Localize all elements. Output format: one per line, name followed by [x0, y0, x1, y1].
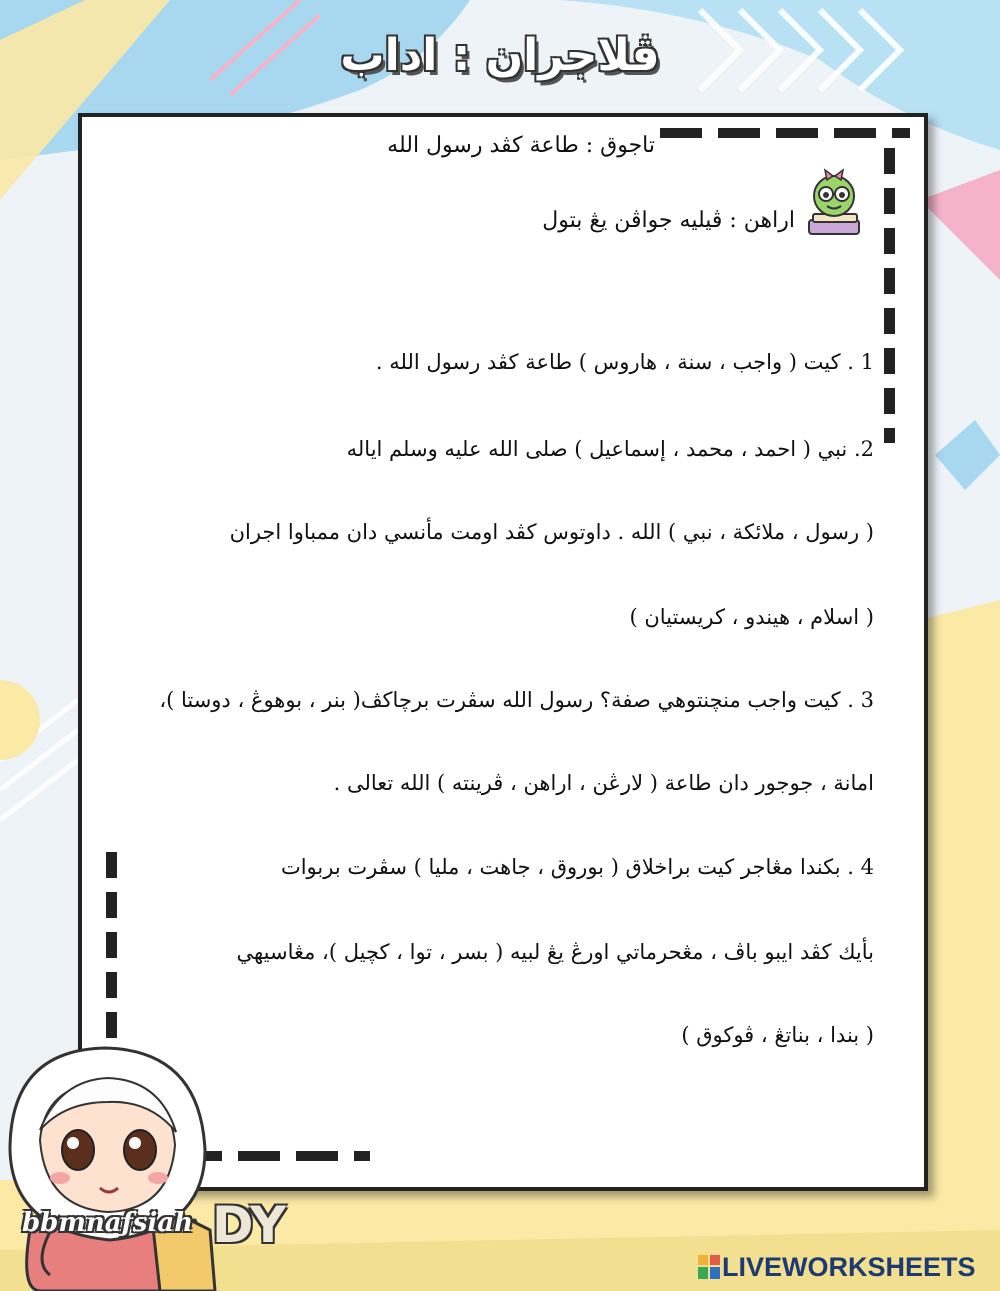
liveworksheets-brand-text: LIVEWORKSHEETS: [722, 1252, 976, 1282]
question-line-1: 1 . كيت ( واجب ، سنة ، هاروس ) طاعة كڤد رسول الله .: [375, 350, 874, 374]
question-line-5: 3 . كيت واجب منچنتوهي صفة؟ رسول الله سڤرت برچاكڤ( بنر ، بوهوڠ ، دوستا )،: [159, 688, 874, 712]
bookworm-icon: [803, 168, 865, 240]
question-line-9: ( بندا ، بناتڠ ، ڤوكوق ): [681, 1023, 874, 1047]
liveworksheets-logo[interactable]: [698, 1252, 976, 1283]
liveworksheets-icon: [698, 1255, 720, 1279]
dashed-line-top: [660, 128, 910, 138]
girl-illustration: [0, 1030, 235, 1291]
question-line-7: 4 . بكندا مڠاجر كيت براخلاق ( بوروق ، جاهت ، مليا ) سڤرت بربوات: [280, 855, 874, 879]
question-line-3: ( رسول ، ملائكة ، نبي ) الله . داوتوس كڤد اومت مأنسي دان ممباوا اجران: [229, 520, 874, 544]
page-title: ڤلاجران : اداب: [340, 30, 660, 81]
author-initials: DY: [212, 1196, 287, 1254]
dashed-line-right: [884, 148, 895, 443]
question-line-8: بأيك كڤد ايبو باڤ ، مڠحرماتي اورڠ يڠ لبيه ( بسر ، توا ، كچيل )، مڠاسيهي: [236, 940, 874, 964]
subject-heading: تاجوق : طاعة كڤد رسول الله: [387, 133, 655, 158]
author-signature: bbmnafsiah: [22, 1208, 194, 1238]
question-line-2: 2. نبي ( احمد ، محمد ، إسماعيل ) صلى الله عليه وسلم اياله: [346, 437, 874, 461]
learning-objective: اراهن : ڤيليه جواڤن يڠ بتول: [542, 208, 795, 233]
question-line-4: ( اسلام ، هيندو ، كريستيان ): [629, 605, 874, 629]
question-line-6: امانة ، جوجور دان طاعة ( لارڠن ، اراهن ، ڤرينته ) الله تعالى .: [333, 771, 874, 795]
